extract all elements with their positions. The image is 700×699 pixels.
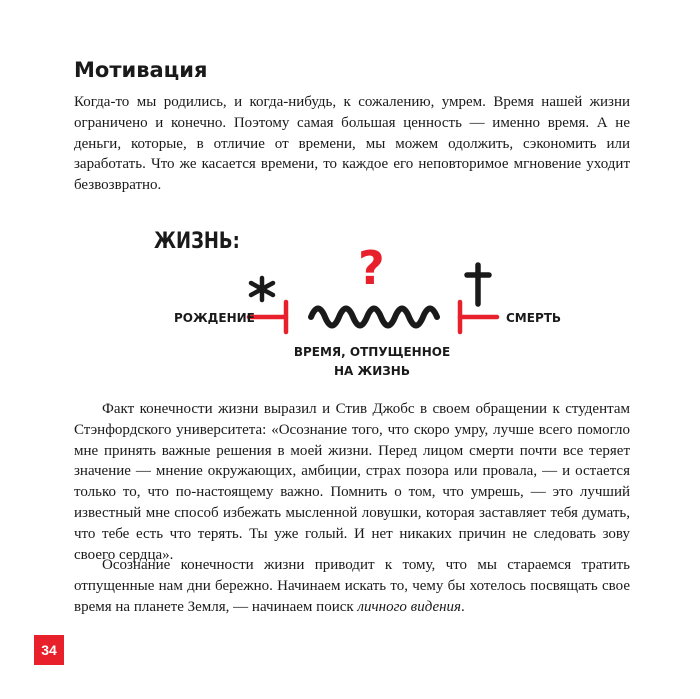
jobs-quote-paragraph: Факт конечности жизни выразил и Стив Джобс в своем обращении к студентам Стэнфордского университета: «Осознание того, что скоро умру, лучше всего помогло мне принять важные решения в моей жизни. Перед лицом смерти почти все теряет значение — мнение окружающих, амбиции, страх позора или провала, — и остается только то, что по-настоящему важно. Помнить о том, что умрешь, — это лучший известный мне способ избежать мысленной ловушки, которая заставляет тебя думать, что тебе есть что терять. Ты уже голый. И нет никаких причин не следовать зову своего сердца». bbox=[74, 401, 630, 563]
intro-paragraph: Когда-то мы родились, и когда-нибудь, к сожалению, умрем. Время нашей жизни ограничено и конечно. Поэтому самая большая ценность — именно время. А не деньги, которые, в отличие от времени, мы можем одолжить, сэкономить или заработать. Что же касается времени, то каждое его неповторимое мгновение уходит безвозвратно. bbox=[74, 94, 630, 194]
asterisk-icon bbox=[251, 278, 273, 300]
time-label-line2: НА ЖИЗНЬ bbox=[334, 364, 410, 378]
time-wave bbox=[311, 309, 437, 326]
conclusion-end: . bbox=[461, 598, 465, 615]
section-heading: Мотивация bbox=[74, 58, 208, 82]
emphasis-text: личного видения bbox=[357, 598, 462, 615]
conclusion-paragraph bbox=[74, 555, 630, 617]
conclusion-text: Осознание конечности жизни приводит к тому, что мы стараемся тратить отпущенные нам дни бережно. Начинаем искать то, чему бы хотелось посвящать свое время на планете Земля, — начинаем поиск bbox=[74, 557, 630, 615]
question-mark-icon: ? bbox=[358, 241, 385, 295]
death-label: СМЕРТЬ bbox=[506, 311, 562, 325]
time-label-line1: ВРЕМЯ, ОТПУЩЕННОЕ bbox=[293, 345, 451, 359]
birth-label: РОЖДЕНИЕ bbox=[174, 311, 255, 325]
cross-icon bbox=[467, 265, 489, 304]
diagram-title: ЖИЗНЬ: bbox=[154, 227, 240, 254]
page-number: 34 bbox=[34, 635, 64, 665]
